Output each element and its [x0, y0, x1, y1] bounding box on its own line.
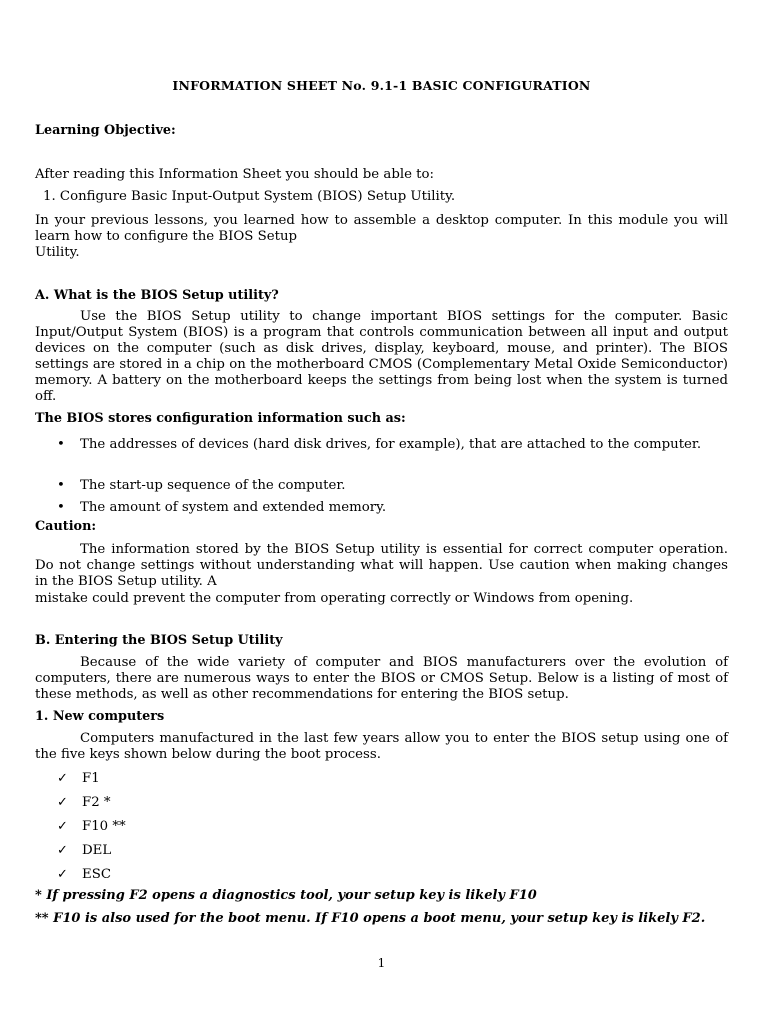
key-label: DEL	[82, 843, 112, 858]
objective-item: 1. Configure Basic Input-Output System (BIOS) Setup Utility.	[43, 189, 456, 204]
caution-heading: Caution:	[35, 519, 97, 534]
learning-objective-heading: Learning Objective:	[35, 123, 176, 138]
footnote-f2: * If pressing F2 opens a diagnostics tool, your setup key is likely F10	[35, 888, 537, 903]
previous-lessons-continuation: Utility.	[35, 245, 80, 260]
bullet-text: The amount of system and extended memory.	[80, 500, 387, 515]
section-a-paragraph: Use the BIOS Setup utility to change important BIOS settings for the computer. Basic Input/Output System (BIOS) is a program that controls communication between all input and output devices on the computer (such as disk drives, display, keyboard, mouse, and printer). The BIOS settings are stored in a chip on the motherboard CMOS (Complementary Metal Oxide Semiconductor) memory. A battery on the motherboard keeps the settings from being lost when the system is turned off.	[35, 309, 728, 404]
bullet-text: The start-up sequence of the computer.	[80, 478, 346, 493]
intro-line: After reading this Information Sheet you should be able to:	[35, 167, 435, 182]
key-label: ESC	[82, 867, 111, 882]
checkmark-icon: ✓	[57, 819, 68, 834]
caution-paragraph: The information stored by the BIOS Setup utility is essential for correct computer operation. Do not change settings without understanding what will happen. Use caution when making changes in the BIOS Setup utility. A	[35, 542, 728, 589]
footnote-f10: ** F10 is also used for the boot menu. If F10 opens a boot menu, your setup key is likely F2.	[35, 911, 706, 926]
section-b-paragraph: Because of the wide variety of computer and BIOS manufacturers over the evolution of computers, there are numerous ways to enter the BIOS or CMOS Setup. Below is a listing of most of these methods, as well as other recommendations for entering the BIOS setup.	[35, 655, 728, 702]
caution-continuation: mistake could prevent the computer from operating correctly or Windows from opening.	[35, 591, 634, 606]
page-number: 1	[377, 956, 386, 970]
checkmark-icon: ✓	[57, 795, 68, 810]
bios-stores-heading: The BIOS stores configuration information such as:	[35, 411, 406, 426]
previous-lessons-paragraph: In your previous lessons, you learned how to assemble a desktop computer. In this module you will learn how to configure the BIOS Setup	[35, 213, 728, 244]
bullet-icon: •	[57, 478, 65, 493]
page-title: INFORMATION SHEET No. 9.1-1 BASIC CONFIGURATION	[172, 78, 591, 93]
checkmark-icon: ✓	[57, 771, 68, 786]
checkmark-icon: ✓	[57, 867, 68, 882]
document-page	[35, 0, 728, 1024]
bullet-icon: •	[57, 437, 65, 452]
section-a-heading: A. What is the BIOS Setup utility?	[35, 288, 279, 303]
section-b-heading: B. Entering the BIOS Setup Utility	[35, 633, 283, 648]
new-computers-heading: 1. New computers	[35, 709, 165, 724]
new-computers-paragraph: Computers manufactured in the last few years allow you to enter the BIOS setup using one of the five keys shown below during the boot process.	[35, 731, 728, 762]
key-label: F1	[82, 771, 100, 786]
key-label: F2 *	[82, 795, 111, 810]
checkmark-icon: ✓	[57, 843, 68, 858]
bullet-text: The addresses of devices (hard disk drives, for example), that are attached to the computer.	[80, 437, 702, 452]
key-label: F10 **	[82, 819, 126, 834]
bullet-icon: •	[57, 500, 65, 515]
